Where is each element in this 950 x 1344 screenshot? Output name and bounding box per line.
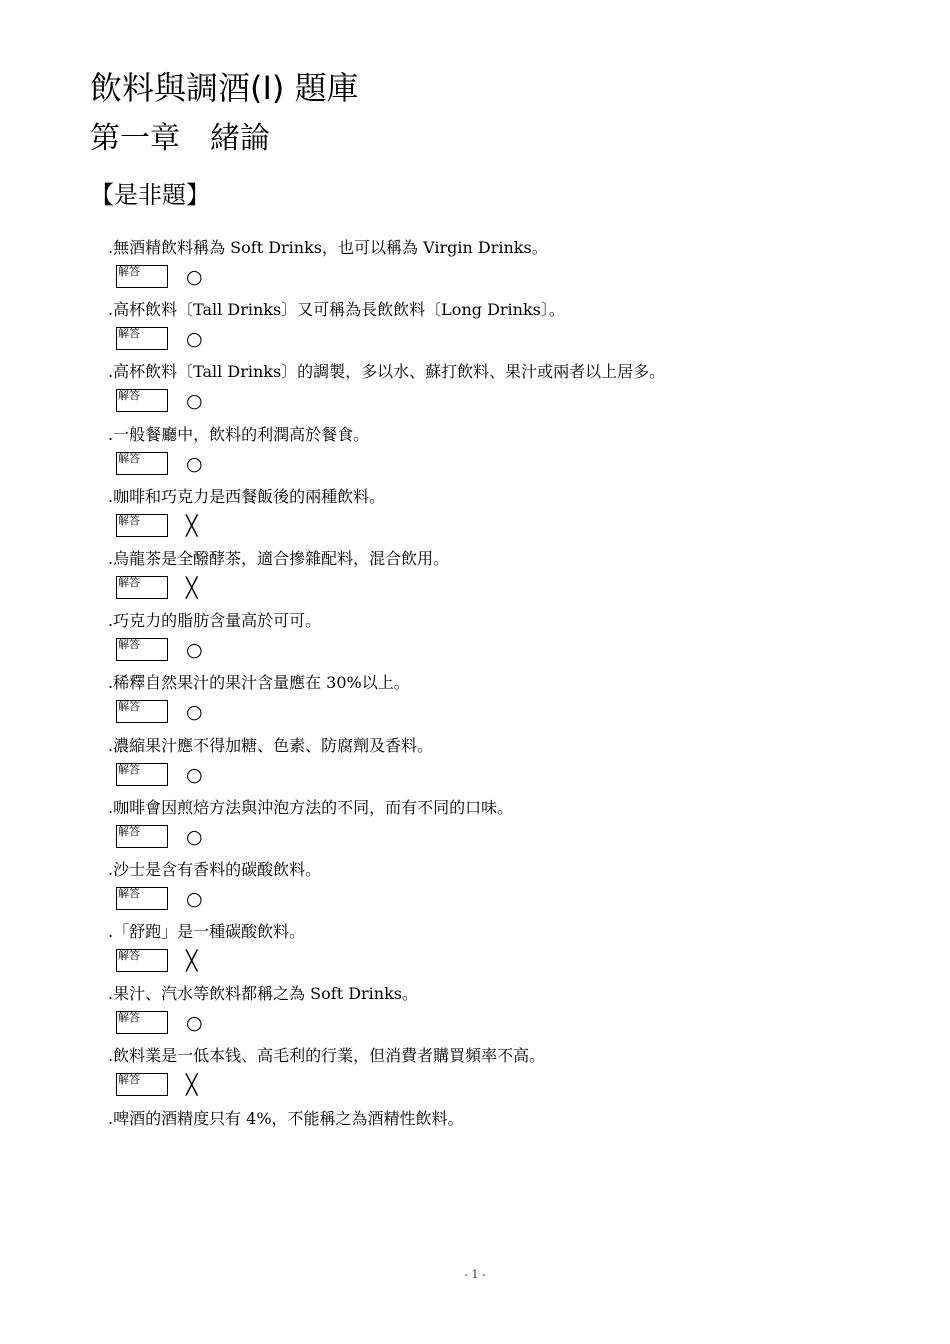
question-text: .一般餐廳中，飲料的利潤高於餐食。: [108, 424, 370, 444]
answer-box: [116, 763, 168, 786]
true-mark-icon: ○: [186, 887, 203, 910]
answer-row: [116, 887, 316, 913]
answer-label: 解答: [118, 638, 140, 652]
answer-box: [116, 949, 168, 972]
answer-label: 解答: [118, 824, 140, 838]
answer-box: [116, 638, 168, 661]
answer-box: [116, 825, 168, 848]
question-text: .飲料業是一低本钱、高毛利的行業，但消費者購買頻率不高。: [108, 1046, 546, 1066]
section-heading: 【是非題】: [90, 181, 210, 209]
question-item: [108, 358, 908, 420]
question-item: [108, 607, 908, 669]
question-item: [108, 234, 908, 296]
answer-label: 解答: [118, 327, 140, 341]
answer-box: [116, 700, 168, 723]
false-mark-icon: ╳: [186, 576, 198, 599]
false-mark-icon: ╳: [186, 1074, 198, 1097]
question-text: .烏龍茶是全醱酵茶，適合摻雜配料，混合飲用。: [108, 548, 450, 568]
answer-box: [116, 389, 168, 412]
question-text: .咖啡和巧克力是西餐飯後的兩種飲料。: [108, 486, 386, 506]
answer-box: [116, 887, 168, 910]
answer-label: 解答: [118, 700, 140, 714]
question-text: .「舒跑」是一種碳酸飲料。: [108, 922, 306, 942]
question-item: [108, 421, 908, 483]
question-item: [108, 296, 908, 358]
true-mark-icon: ○: [186, 825, 203, 848]
answer-label: 解答: [118, 949, 140, 963]
question-text: .無酒精飲料稱為 Soft Drinks，也可以稱為 Virgin Drinks。: [108, 238, 548, 257]
answer-row: [116, 700, 316, 726]
question-text: .稀釋自然果汁的果汁含量應在 30%以上。: [108, 673, 410, 693]
question-text: .啤酒的酒精度只有 4%，不能稱之為酒精性飲料。: [108, 1108, 464, 1128]
question-text: .咖啡會因煎焙方法與沖泡方法的不同，而有不同的口味。: [108, 797, 514, 817]
true-mark-icon: ○: [186, 266, 203, 288]
answer-row: [116, 576, 316, 602]
answer-row: [116, 389, 316, 415]
question-item: [108, 669, 908, 731]
answer-row: [116, 265, 316, 291]
question-item: [108, 1105, 908, 1167]
chapter-heading: 第一章 緒論: [90, 121, 270, 156]
question-item: [108, 1042, 908, 1104]
answer-box: [116, 327, 168, 350]
answer-label: 解答: [118, 575, 140, 589]
answer-box: [116, 265, 168, 288]
question-text: .高杯飲料〔Tall Drinks〕又可稱為長飲飲料〔Long Drinks〕。: [108, 300, 565, 320]
answer-label: 解答: [118, 513, 140, 527]
question-item: [108, 856, 908, 918]
false-mark-icon: ╳: [186, 514, 198, 537]
answer-row: [116, 1073, 316, 1099]
false-mark-icon: ╳: [186, 950, 198, 973]
question-text: .巧克力的脂肪含量高於可可。: [108, 611, 322, 631]
answer-label: 解答: [118, 265, 140, 278]
page-number: - 1 -: [464, 1268, 486, 1281]
answer-row: [116, 638, 316, 664]
question-item: [108, 980, 908, 1042]
question-item: [108, 483, 908, 545]
true-mark-icon: ○: [186, 639, 203, 662]
answer-box: [116, 452, 168, 475]
answer-row: [116, 327, 316, 353]
question-item: [108, 732, 908, 794]
question-text: .果汁、汽水等飲料都稱之為 Soft Drinks。: [108, 984, 419, 1004]
true-mark-icon: ○: [186, 328, 203, 351]
true-mark-icon: ○: [186, 452, 203, 475]
true-mark-icon: ○: [186, 763, 203, 786]
answer-box: [116, 576, 168, 599]
answer-row: [116, 763, 316, 789]
true-mark-icon: ○: [186, 701, 203, 724]
true-mark-icon: ○: [186, 390, 203, 413]
question-item: [108, 545, 908, 607]
document-title: 飲料與調酒(I) 題庫: [90, 69, 359, 107]
answer-box: [116, 1073, 168, 1096]
question-text: .高杯飲料〔Tall Drinks〕的調製，多以水、蘇打飲料、果汁或兩者以上居多。: [108, 362, 666, 382]
answer-row: [116, 825, 316, 851]
answer-label: 解答: [118, 451, 140, 465]
answer-box: [116, 514, 168, 537]
answer-row: [116, 514, 316, 540]
true-mark-icon: ○: [186, 1012, 203, 1035]
answer-row: [116, 452, 316, 478]
question-list: [108, 234, 908, 1167]
answer-row: [116, 949, 316, 975]
answer-label: 解答: [118, 762, 140, 776]
answer-label: 解答: [118, 1073, 140, 1087]
question-item: [108, 794, 908, 856]
answer-row: [116, 1011, 316, 1037]
answer-box: [116, 1011, 168, 1034]
answer-label: 解答: [118, 886, 140, 900]
question-text: .濃縮果汁應不得加糖、色素、防腐劑及香料。: [108, 735, 434, 755]
question-text: .沙士是含有香料的碳酸飲料。: [108, 859, 322, 879]
answer-label: 解答: [118, 1011, 140, 1025]
question-item: [108, 918, 908, 980]
answer-label: 解答: [118, 389, 140, 403]
